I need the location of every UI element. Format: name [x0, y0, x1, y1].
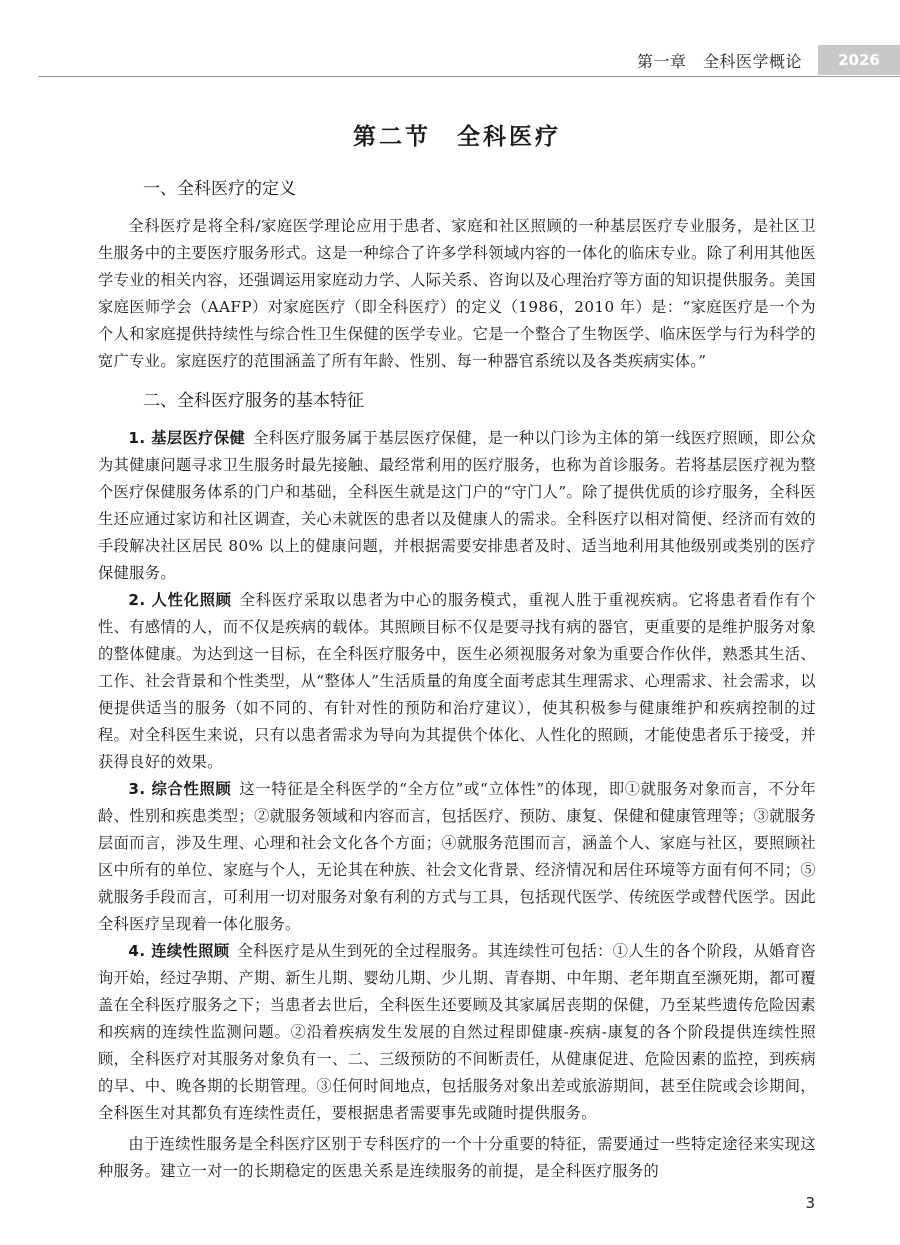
feature-lead: 3. 综合性照顾 [128, 780, 232, 798]
feature-lead: 2. 人性化照顾 [128, 591, 232, 609]
chapter-label: 第一章 全科医学概论 [636, 51, 802, 71]
header-divider [38, 76, 900, 77]
definition-paragraph: 全科医疗是将全科/家庭医学理论应用于患者、家庭和社区照顾的一种基层医疗专业服务，是社区卫生服务中的主要医疗服务形式。这是一种综合了许多学科领域内容的一体化的临床专业。除了利用其他医学专业的相关内容，还强调运用家庭动力学、人际关系、咨询以及心理治疗等方面的知识提供服务。美国家庭医师学会（AAFP）对家庭医疗（即全科医疗）的定义（1986，2010 年）是：“家庭医疗是一个为个人和家庭提供持续性与综合性卫生保健的医学专业。它是一个整合了生物医学、临床医学与行为科学的宽广专业。家庭医疗的范围涵盖了所有年龄、性别、每一种器官系统以及各类疾病实体。” [98, 217, 816, 370]
feature-paragraph [98, 425, 816, 587]
definition-heading: 一、全科医疗的定义 [143, 179, 296, 199]
year-badge: 2026 [818, 45, 900, 75]
running-header [637, 45, 900, 75]
closing-paragraph: 由于连续性服务是全科医疗区别于专科医疗的一个十分重要的特征，需要通过一些特定途径来实现这种服务。建立一对一的长期稳定的医患关系是连续服务的前提，是全科医疗服务的 [98, 1135, 816, 1180]
page-number: 3 [805, 1194, 815, 1212]
feature-paragraph [98, 776, 816, 938]
feature-text: 全科医疗服务属于基层医疗保健，是一种以门诊为主体的第一线医疗照顾，即公众为其健康问题寻求卫生服务时最先接触、最经常利用的医疗服务，也称为首诊服务。若将基层医疗视为整个医疗保健服务体系的门户和基础，全科医生就是这门户的“守门人”。除了提供优质的诊疗服务，全科医生还应通过家访和社区调查，关心未就医的患者以及健康人的需求。全科医疗以相对简便、经济而有效的手段解决社区居民 80% 以上的健康问题，并根据需要安排患者及时、适当地利用其他级别或类别的医疗保健服务。 [98, 429, 816, 582]
feature-lead: 1. 基层医疗保健 [128, 429, 246, 447]
page-content [98, 118, 816, 1185]
feature-text: 这一特征是全科医学的“全方位”或“立体性”的体现，即①就服务对象而言，不分年龄、性别和疾患类型；②就服务领域和内容而言，包括医疗、预防、康复、保健和健康管理等；③就服务层面而言，涉及生理、心理和社会文化各个方面；④就服务范围而言，涵盖个人、家庭与社区，要照顾社区中所有的单位、家庭与个人，无论其在种族、社会文化背景、经济情况和居住环境等方面有何不同；⑤就服务手段而言，可利用一切对服务对象有利的方式与工具，包括现代医学、传统医学或替代医学。因此全科医疗呈现着一体化服务。 [98, 780, 816, 933]
feature-lead: 4. 连续性照顾 [128, 942, 230, 960]
feature-text: 全科医疗采取以患者为中心的服务模式，重视人胜于重视疾病。它将患者看作有个性、有感情的人，而不仅是疾病的载体。其照顾目标不仅是要寻找有病的器官，更重要的是维护服务对象的整体健康。为达到这一目标，在全科医疗服务中，医生必须视服务对象为重要合作伙伴，熟悉其生活、工作、社会背景和个性类型，从“整体人”生活质量的角度全面考虑其生理需求、心理需求、社会需求，以便提供适当的服务（如不同的、有针对性的预防和治疗建议），使其积极参与健康维护和疾病控制的过程。对全科医生来说，只有以患者需求为导向为其提供个体化、人性化的照顾，才能使患者乐于接受，并获得良好的效果。 [98, 591, 816, 771]
section-title: 第二节 全科医疗 [353, 124, 561, 150]
feature-paragraph [98, 587, 816, 776]
feature-text: 全科医疗是从生到死的全过程服务。其连续性可包括：①人生的各个阶段，从婚育咨询开始，经过孕期、产期、新生儿期、婴幼儿期、少儿期、青春期、中年期、老年期直至濒死期，都可覆盖在全科医疗服务之下；当患者去世后，全科医生还要顾及其家属居丧期的保健，乃至某些遗传危险因素和疾病的连续性监测问题。②沿着疾病发生发展的自然过程即健康-疾病-康复的各个阶段提供连续性照顾，全科医疗对其服务对象负有一、二、三级预防的不间断责任，从健康促进、危险因素的监控，到疾病的早、中、晚各期的长期管理。③任何时间地点，包括服务对象出差或旅游期间，甚至住院或会诊期间，全科医生对其都负有连续性责任，要根据患者需要事先或随时提供服务。 [98, 942, 816, 1122]
feature-paragraph [98, 938, 816, 1127]
features-heading: 二、全科医疗服务的基本特征 [143, 391, 364, 411]
